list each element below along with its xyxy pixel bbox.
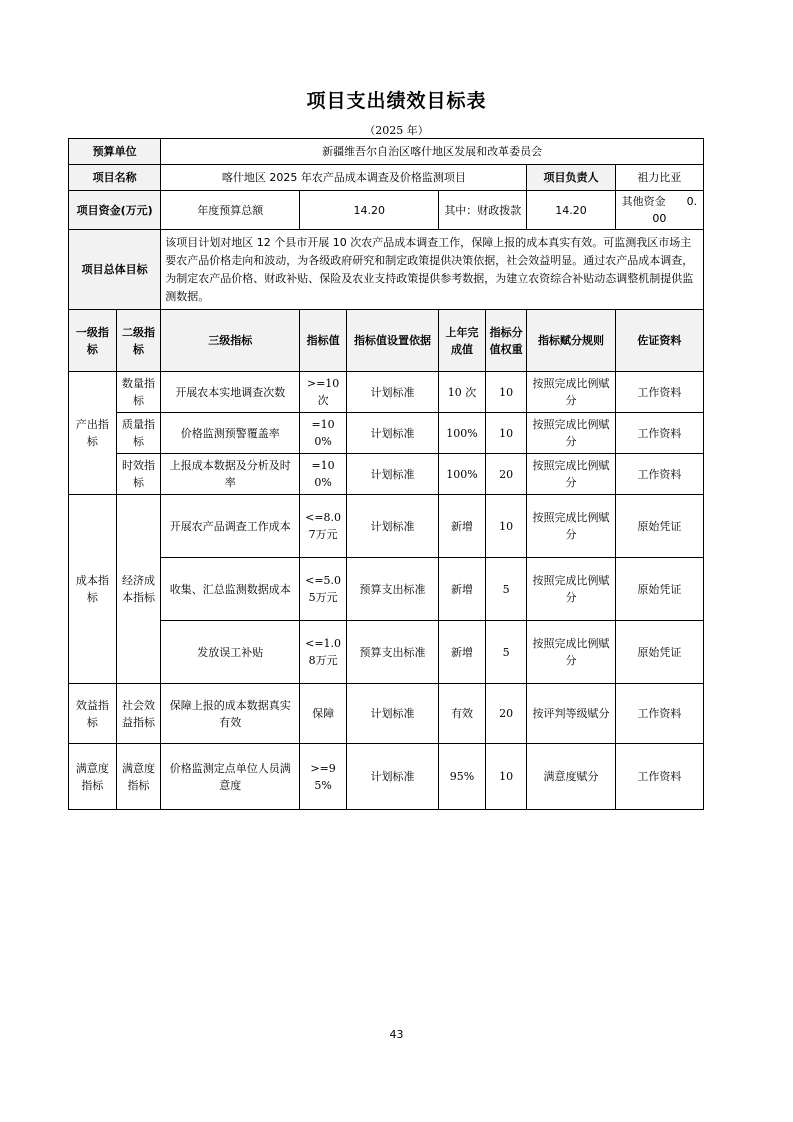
l2-cell: 时效指标: [116, 454, 161, 495]
weight-cell: 10: [485, 372, 527, 413]
l2-cell: 经济成本指标: [116, 495, 161, 684]
project-name-label: 项目名称: [69, 165, 161, 191]
fiscal-value: 14.20: [527, 191, 615, 230]
rule-cell: 按评判等级赋分: [527, 684, 615, 744]
value-cell: >=10次: [300, 372, 347, 413]
evidence-cell: 原始凭证: [615, 621, 703, 684]
table-row: [69, 744, 704, 810]
budget-unit-value: 新疆维吾尔自治区喀什地区发展和改革委员会: [161, 139, 704, 165]
value-cell: =100%: [300, 413, 347, 454]
basis-cell: 计划标准: [346, 495, 438, 558]
group-cost: 成本指标: [69, 495, 117, 684]
funds-label: 项目资金(万元): [69, 191, 161, 230]
l3-cell: 价格监测定点单位人员满意度: [161, 744, 300, 810]
header-last: 上年完成值: [439, 310, 486, 372]
l2-cell: 质量指标: [116, 413, 161, 454]
evidence-cell: 工作资料: [615, 413, 703, 454]
basis-cell: 预算支出标准: [346, 621, 438, 684]
fiscal-label: 其中：财政拨款: [439, 191, 527, 230]
header-evidence: 佐证资料: [615, 310, 703, 372]
annual-budget-value: 14.20: [300, 191, 439, 230]
weight-cell: 10: [485, 744, 527, 810]
rule-cell: 按照完成比例赋分: [527, 558, 615, 621]
l2-cell: 数量指标: [116, 372, 161, 413]
basis-cell: 预算支出标准: [346, 558, 438, 621]
table-row: [69, 372, 704, 413]
project-leader-label: 项目负责人: [527, 165, 615, 191]
l2-cell: 社会效益指标: [116, 684, 161, 744]
goal-row: [69, 230, 704, 310]
budget-unit-row: [69, 139, 704, 165]
other-funds-label: 其他资金: [621, 195, 666, 208]
weight-cell: 10: [485, 495, 527, 558]
header-l1: 一级指标: [69, 310, 117, 372]
group-benefit: 效益指标: [69, 684, 117, 744]
last-cell: 新增: [439, 621, 486, 684]
evidence-cell: 工作资料: [615, 454, 703, 495]
last-cell: 95%: [439, 744, 486, 810]
basis-cell: 计划标准: [346, 454, 438, 495]
l3-cell: 开展农本实地调查次数: [161, 372, 300, 413]
rule-cell: 按照完成比例赋分: [527, 495, 615, 558]
weight-cell: 5: [485, 621, 527, 684]
value-cell: >=95%: [300, 744, 347, 810]
l3-cell: 价格监测预警覆盖率: [161, 413, 300, 454]
project-name-value: 喀什地区 2025 年农产品成本调查及价格监测项目: [161, 165, 527, 191]
value-cell: <=5.05万元: [300, 558, 347, 621]
evidence-cell: 工作资料: [615, 744, 703, 810]
l3-cell: 收集、汇总监测数据成本: [161, 558, 300, 621]
value-cell: <=8.07万元: [300, 495, 347, 558]
table-row: [69, 413, 704, 454]
weight-cell: 20: [485, 684, 527, 744]
annual-budget-label: 年度预算总额: [161, 191, 300, 230]
l3-cell: 开展农产品调查工作成本: [161, 495, 300, 558]
funds-row: [69, 191, 704, 230]
rule-cell: 按照完成比例赋分: [527, 372, 615, 413]
l3-cell: 发放误工补贴: [161, 621, 300, 684]
page-title: 项目支出绩效目标表: [306, 90, 487, 112]
weight-cell: 20: [485, 454, 527, 495]
value-cell: =100%: [300, 454, 347, 495]
rule-cell: 按照完成比例赋分: [527, 413, 615, 454]
last-cell: 100%: [439, 454, 486, 495]
last-cell: 有效: [439, 684, 486, 744]
weight-cell: 5: [485, 558, 527, 621]
last-cell: 10 次: [439, 372, 486, 413]
goal-label: 项目总体目标: [69, 230, 161, 310]
rule-cell: 满意度赋分: [527, 744, 615, 810]
header-l3: 三级指标: [161, 310, 300, 372]
header-row: [69, 310, 704, 372]
budget-unit-label: 预算单位: [69, 139, 161, 165]
l3-cell: 上报成本数据及分析及时率: [161, 454, 300, 495]
evidence-cell: 原始凭证: [615, 558, 703, 621]
last-cell: 100%: [439, 413, 486, 454]
l2-cell: 满意度指标: [116, 744, 161, 810]
year-subtitle: （2025 年）: [364, 124, 429, 137]
table-row: [69, 558, 704, 621]
weight-cell: 10: [485, 413, 527, 454]
table-row: [69, 495, 704, 558]
value-cell: 保障: [300, 684, 347, 744]
goal-text: 该项目计划对地区 12 个县市开展 10 次农产品成本调查工作，保障上报的成本真实有效。可监测我区市场主要农产品价格走向和波动，为各级政府研究和制定政策提供决策依据，社会效益明显。通过农产品成本调查，为制定农产品价格、财政补贴、保险及农业支持政策提供参考数据，为建立农资综合补贴动态调整机制提供监测数据。: [161, 230, 704, 310]
basis-cell: 计划标准: [346, 372, 438, 413]
project-leader-value: 祖力比亚: [615, 165, 703, 191]
header-value: 指标值: [300, 310, 347, 372]
group-satisfaction: 满意度指标: [69, 744, 117, 810]
other-funds-value: 0.00: [652, 195, 698, 225]
evidence-cell: 工作资料: [615, 684, 703, 744]
value-cell: <=1.08万元: [300, 621, 347, 684]
table-row: [69, 621, 704, 684]
page-number: 43: [389, 1028, 404, 1041]
header-l2: 二级指标: [116, 310, 161, 372]
l3-cell: 保障上报的成本数据真实有效: [161, 684, 300, 744]
header-rule: 指标赋分规则: [527, 310, 615, 372]
last-cell: 新增: [439, 558, 486, 621]
table-row: [69, 454, 704, 495]
performance-table: [68, 138, 704, 810]
basis-cell: 计划标准: [346, 684, 438, 744]
project-name-row: [69, 165, 704, 191]
evidence-cell: 工作资料: [615, 372, 703, 413]
header-basis: 指标值设置依据: [346, 310, 438, 372]
rule-cell: 按照完成比例赋分: [527, 454, 615, 495]
rule-cell: 按照完成比例赋分: [527, 621, 615, 684]
table-row: [69, 684, 704, 744]
header-weight: 指标分值权重: [485, 310, 527, 372]
last-cell: 新增: [439, 495, 486, 558]
basis-cell: 计划标准: [346, 413, 438, 454]
other-funds: [615, 191, 703, 230]
basis-cell: 计划标准: [346, 744, 438, 810]
evidence-cell: 原始凭证: [615, 495, 703, 558]
group-output: 产出指标: [69, 372, 117, 495]
